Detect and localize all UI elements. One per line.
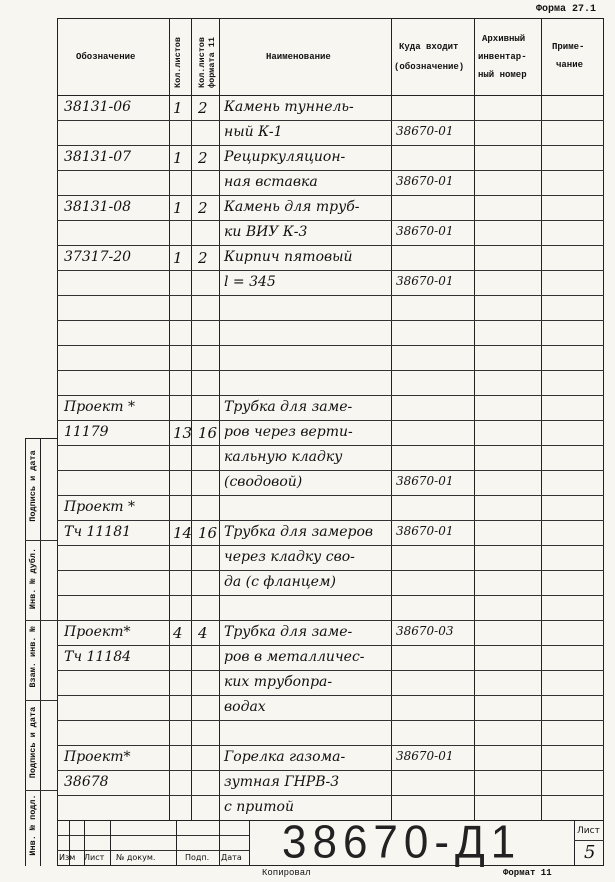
row-divider	[57, 120, 604, 121]
name-cell: ный К-1	[224, 124, 283, 140]
row-divider	[57, 420, 604, 421]
header-name: Наименование	[266, 52, 331, 62]
side-label: Инв. № дубл.	[28, 547, 38, 610]
format-sheets-cell: 2	[198, 249, 208, 267]
name-cell: ров в металличес-	[224, 649, 365, 665]
row-divider	[57, 445, 604, 446]
header-archive-1: Архивный	[482, 34, 526, 44]
row-divider	[57, 720, 604, 721]
sheets-cell: 4	[173, 624, 183, 642]
name-cell: через кладку сво-	[224, 549, 355, 565]
footer-izm: Изм	[59, 853, 76, 862]
row-divider	[57, 170, 604, 171]
name-cell: ров через верти-	[224, 424, 353, 440]
name-cell: ких трубопра-	[224, 674, 333, 690]
format-sheets-cell: 4	[198, 624, 208, 642]
row-divider	[57, 220, 604, 221]
row-divider	[57, 370, 604, 371]
sheets-cell: 13	[173, 424, 193, 442]
row-divider	[57, 745, 604, 746]
name-cell: (сводовой)	[224, 474, 303, 490]
header-note-2: чание	[556, 60, 584, 70]
designation-cell: Тч 11181	[64, 524, 132, 540]
where-used-cell: 38670-01	[396, 474, 454, 488]
where-used-cell: 38670-01	[396, 124, 454, 138]
row-divider	[57, 145, 604, 146]
row-divider	[57, 245, 604, 246]
name-cell: Кирпич пятовый	[224, 249, 353, 265]
row-divider	[57, 195, 604, 196]
where-used-cell: 38670-01	[396, 174, 454, 188]
header-designation: Обозначение	[76, 52, 136, 62]
row-divider	[57, 795, 604, 796]
row-divider	[57, 470, 604, 471]
designation-cell: Проект *	[64, 499, 135, 515]
designation-cell: Тч 11184	[64, 649, 132, 665]
sheets-cell: 14	[173, 524, 193, 542]
header-format11-sheets: Кол.листов формата 11	[197, 36, 217, 88]
row-divider	[57, 520, 604, 521]
header-sheets-count: Кол.листов	[173, 36, 183, 88]
header-where-used-2: (обозначение)	[394, 62, 465, 72]
sheets-cell: 1	[173, 99, 183, 117]
footer-copied: Копировал	[262, 868, 311, 878]
sheet-number: 5	[584, 842, 596, 863]
designation-cell: 38131-07	[64, 149, 132, 165]
sheet-label: Лист	[577, 826, 600, 836]
footer-date: Дата	[221, 853, 242, 862]
designation-cell: 38131-06	[64, 99, 132, 115]
name-cell: Рециркуляцион-	[224, 149, 346, 165]
header-archive-3: ный номер	[478, 70, 527, 80]
name-cell: Камень для труб-	[224, 199, 360, 215]
name-cell: ная вставка	[224, 174, 318, 190]
where-used-cell: 38670-01	[396, 524, 454, 538]
form-label: Форма 27.1	[536, 4, 597, 15]
sheets-cell: 1	[173, 199, 183, 217]
side-label: Взам. инв. №	[28, 626, 38, 688]
header-where-used-1: Куда входит	[399, 42, 459, 52]
format-sheets-cell: 2	[198, 199, 208, 217]
where-used-cell: 38670-01	[396, 224, 454, 238]
row-divider	[57, 270, 604, 271]
side-label: Инв. № подл.	[28, 794, 38, 856]
footer-format: Формат 11	[503, 868, 552, 878]
document-designation: 38670-Д1	[282, 816, 522, 869]
name-cell: Камень туннель-	[224, 99, 354, 115]
format-sheets-cell: 16	[198, 424, 218, 442]
name-cell: зутная ГНРВ-3	[224, 774, 340, 790]
header-archive-2: инвентар-	[478, 52, 527, 62]
row-divider	[57, 495, 604, 496]
footer-list: Лист	[84, 853, 105, 862]
row-divider	[57, 770, 604, 771]
name-cell: Горелка газома-	[224, 749, 346, 765]
where-used-cell: 38670-01	[396, 749, 454, 763]
row-divider	[57, 570, 604, 571]
side-label: Подпись и дата	[28, 450, 38, 522]
where-used-cell: 38670-01	[396, 274, 454, 288]
name-cell: Трубка для замеров	[224, 524, 374, 540]
name-cell: кальную кладку	[224, 449, 343, 465]
row-divider	[57, 295, 604, 296]
row-divider	[57, 645, 604, 646]
designation-cell: 38131-08	[64, 199, 132, 215]
name-cell: водах	[224, 699, 266, 715]
row-divider	[57, 695, 604, 696]
designation-cell: Проект *	[64, 399, 135, 415]
designation-cell: 38678	[64, 774, 109, 790]
row-divider	[57, 670, 604, 671]
row-divider	[57, 620, 604, 621]
format-sheets-cell: 16	[198, 524, 218, 542]
row-divider	[57, 345, 604, 346]
designation-cell: 37317-20	[64, 249, 132, 265]
name-cell: Трубка для заме-	[224, 399, 353, 415]
footer-sign: Подп.	[185, 853, 210, 862]
side-label: Подпись и дата	[28, 706, 38, 779]
row-divider	[57, 545, 604, 546]
row-divider	[57, 395, 604, 396]
designation-cell: 11179	[64, 424, 109, 440]
name-cell: да (с фланцем)	[224, 574, 336, 590]
designation-cell: Проект*	[64, 624, 131, 640]
name-cell: l = 345	[224, 274, 276, 290]
header-note-1: Приме-	[552, 42, 585, 52]
where-used-cell: 38670-03	[396, 624, 454, 638]
name-cell: Трубка для заме-	[224, 624, 353, 640]
sheets-cell: 1	[173, 249, 183, 267]
name-cell: ки ВИУ К-3	[224, 224, 308, 240]
row-divider	[57, 320, 604, 321]
format-sheets-cell: 2	[198, 149, 208, 167]
sheets-cell: 1	[173, 149, 183, 167]
footer-doc-no: № докум.	[116, 853, 156, 862]
format-sheets-cell: 2	[198, 99, 208, 117]
row-divider	[57, 595, 604, 596]
designation-cell: Проект*	[64, 749, 131, 765]
name-cell: с приmой	[224, 799, 295, 815]
